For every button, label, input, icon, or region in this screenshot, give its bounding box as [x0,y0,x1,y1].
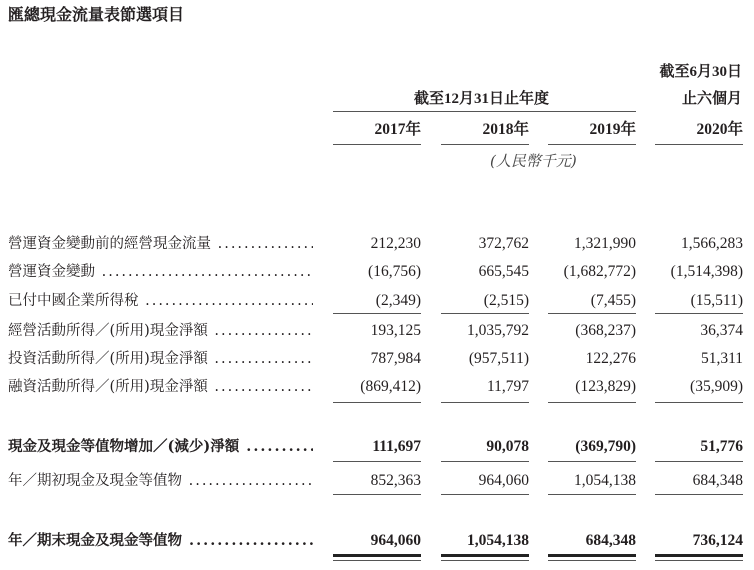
cell-value: 684,348 [692,472,743,489]
cell-value: 51,776 [700,438,743,455]
year-header: 2020年 [696,121,743,138]
divider [441,402,529,403]
divider [548,461,636,462]
cell-value: 1,566,283 [681,235,743,252]
cell-value: (2,349) [375,292,421,309]
cell-value: 1,321,990 [574,235,636,252]
row-label: 經營活動所得／(所用)現金淨額 ..... [8,322,313,340]
cell-value: (2,515) [483,292,529,309]
double-underline [655,560,743,561]
double-underline [548,554,636,557]
cell-value: 111,697 [372,438,421,455]
row-label: 已付中國企業所得稅 ..... [8,292,313,310]
divider [655,402,743,403]
year-group-header: 截至12月31日止年度 [414,91,550,107]
year-header: 2019年 [589,121,636,138]
divider [548,402,636,403]
divider [548,144,636,145]
divider [441,461,529,462]
divider [655,494,743,495]
six-month-header-line1: 截至6月30日 [659,64,742,80]
row-label: 營運資金變動前的經營現金流量 ..... [8,235,313,253]
divider [548,494,636,495]
divider [333,144,421,145]
divider [655,461,743,462]
cell-value: 193,125 [370,322,421,339]
cell-value: (957,511) [468,350,529,367]
unit-label: (人民幣千元) [490,152,577,170]
divider [333,494,421,495]
cell-value: 665,545 [478,263,529,280]
double-underline [655,554,743,557]
cell-value: 787,984 [370,350,421,367]
row-label: 營運資金變動 ..... [8,263,313,281]
cell-value: (368,237) [575,322,636,339]
divider [333,111,636,112]
row-label: 年／期初現金及現金等值物 ..... [8,472,313,490]
cell-value: (15,511) [690,292,743,309]
cell-value: (7,455) [590,292,636,309]
cell-value: (16,756) [368,263,421,280]
cell-value: 51,311 [700,350,743,367]
cell-value: (869,412) [360,378,421,395]
cell-value: 964,060 [370,532,421,549]
cell-value: 964,060 [478,472,529,489]
row-label: 投資活動所得／(所用)現金淨額 ..... [8,350,313,368]
divider [333,461,421,462]
six-month-header-line2: 止六個月 [681,91,742,107]
divider [655,313,743,314]
cell-value: 36,374 [700,322,743,339]
cell-value: 684,348 [585,532,636,549]
year-header: 2018年 [482,121,529,138]
double-underline [333,560,421,561]
cell-value: 1,054,138 [574,472,636,489]
cell-value: 736,124 [692,532,743,549]
row-label: 現金及現金等值物增加／(減少)淨額 ..... [8,438,313,456]
divider [333,402,421,403]
divider [548,313,636,314]
cell-value: (123,829) [575,378,636,395]
row-label: 年／期末現金及現金等值物 ..... [8,532,313,550]
cell-value: 90,078 [486,438,529,455]
divider [441,144,529,145]
cell-value: 212,230 [370,235,421,252]
cell-value: (369,790) [575,438,636,455]
cell-value: 1,054,138 [467,532,529,549]
divider [441,494,529,495]
double-underline [441,560,529,561]
cell-value: (1,682,772) [563,263,636,280]
cell-value: 11,797 [486,378,529,395]
cell-value: 1,035,792 [467,322,529,339]
divider [655,144,743,145]
year-header: 2017年 [374,121,421,138]
row-label: 融資活動所得／(所用)現金淨額 ..... [8,378,313,396]
divider [441,313,529,314]
double-underline [333,554,421,557]
cell-value: 372,762 [478,235,529,252]
divider [333,313,421,314]
cell-value: 852,363 [370,472,421,489]
cell-value: 122,276 [585,350,636,367]
double-underline [441,554,529,557]
cell-value: (1,514,398) [670,263,743,280]
page-title: 匯總現金流量表節選項目 [8,5,185,24]
cell-value: (35,909) [690,378,743,395]
double-underline [548,560,636,561]
